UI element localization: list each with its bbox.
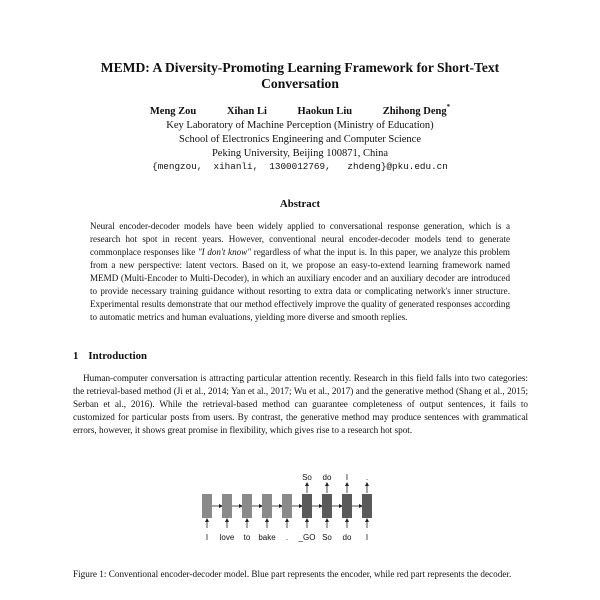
abstract-quote: "I don't know" [197, 247, 252, 257]
author-name: Meng Zou [149, 105, 197, 117]
author-list [60, 103, 540, 117]
abstract-body [90, 220, 510, 324]
encoder-cell [282, 494, 292, 518]
decoder-cell [302, 494, 312, 518]
title-line-2: Conversation [261, 76, 339, 91]
paper-title [60, 60, 540, 92]
figure-1 [190, 470, 450, 560]
corresponding-mark: * [446, 103, 451, 111]
intro-paragraph: Human-computer conversation is attracting particular attention recently. Research in this field falls into two categories: the retrieval-based method (Ji et al., 2014; Yan et al., 2017; Wu et al., 2017) and the generative method (Shang et al., 2015; Serban et al., 2016). While the retrieval-based method can guarantee completeness of output sentences, it fails to customized for particular posts from users. By contrast, the generative method may produce sentences with grammatical errors, however, it shows great promise in flexibility, which gives rise to a research hot spot. [73, 373, 528, 436]
affiliation-line: School of Electronics Engineering and Computer Science [178, 134, 421, 145]
output-token-label: do [322, 473, 332, 482]
decoder-cell [362, 494, 372, 518]
abstract-text: Neural encoder-decoder models have been widely applied to conversational response generation, which is a research hot spot in recent years. However, conventional neural encoder-decoder models tend to generate commonplace responses like [90, 221, 510, 257]
encoder-decoder-diagram [190, 470, 450, 560]
input-token-label: I [365, 533, 369, 542]
section-number: 1 [73, 350, 79, 362]
output-token-label: So [302, 473, 312, 482]
author-emails: {mengzou, xihanli, 1300012769, zhdeng}@pku.edu.cn [152, 161, 448, 172]
output-token-label: I [345, 473, 349, 482]
encoder-cell [222, 494, 232, 518]
decoder-cell [322, 494, 332, 518]
input-token-label: . [285, 533, 289, 542]
input-token-label: So [322, 533, 332, 542]
input-token-label: I [205, 533, 209, 542]
section-title: Introduction [88, 350, 148, 362]
input-token-label: _GO [298, 533, 316, 542]
input-token-label: do [342, 533, 352, 542]
encoder-cell [242, 494, 252, 518]
input-token-label: bake [258, 533, 276, 542]
author-name: Zhihong Deng [382, 105, 447, 117]
section-heading [73, 350, 147, 362]
author-name: Haokun Liu [297, 105, 353, 117]
affiliation-line: Key Laboratory of Machine Perception (Ministry of Education) [166, 120, 434, 131]
author-name-corresponding [383, 103, 450, 117]
input-token-label: to [243, 533, 251, 542]
decoder-cell [342, 494, 352, 518]
title-line-1: MEMD: A Diversity-Promoting Learning Framework for Short-Text [100, 60, 500, 75]
encoder-cell [202, 494, 212, 518]
affiliation-line: Peking University, Beijing 100871, China [211, 148, 389, 159]
input-token-label: love [219, 533, 235, 542]
encoder-cell [262, 494, 272, 518]
author-name: Xihan Li [226, 105, 267, 117]
figure-caption: Figure 1: Conventional encoder-decoder model. Blue part represents the encoder, while red part represents the decoder. [73, 569, 512, 579]
abstract-text: regardless of what the input is. In this paper, we analyze this problem from a new perspective: latent vectors. Based on it, we propose an easy-to-extend learning framework named MEMD (Multi-Encoder to Multi-Decoder), in which an auxiliary encoder and an auxiliary decoder are introduced to provide necessary training guidance without resorting to extra data or complicating network's inner structure. Experimental results demonstrate that our method effectively improve the quality of generated responses according to automatic metrics and human evaluations, yielding more diverse and smooth replies. [90, 247, 510, 322]
abstract-heading: Abstract [279, 198, 321, 210]
output-token-label: . [365, 473, 369, 482]
affiliation [60, 119, 540, 161]
